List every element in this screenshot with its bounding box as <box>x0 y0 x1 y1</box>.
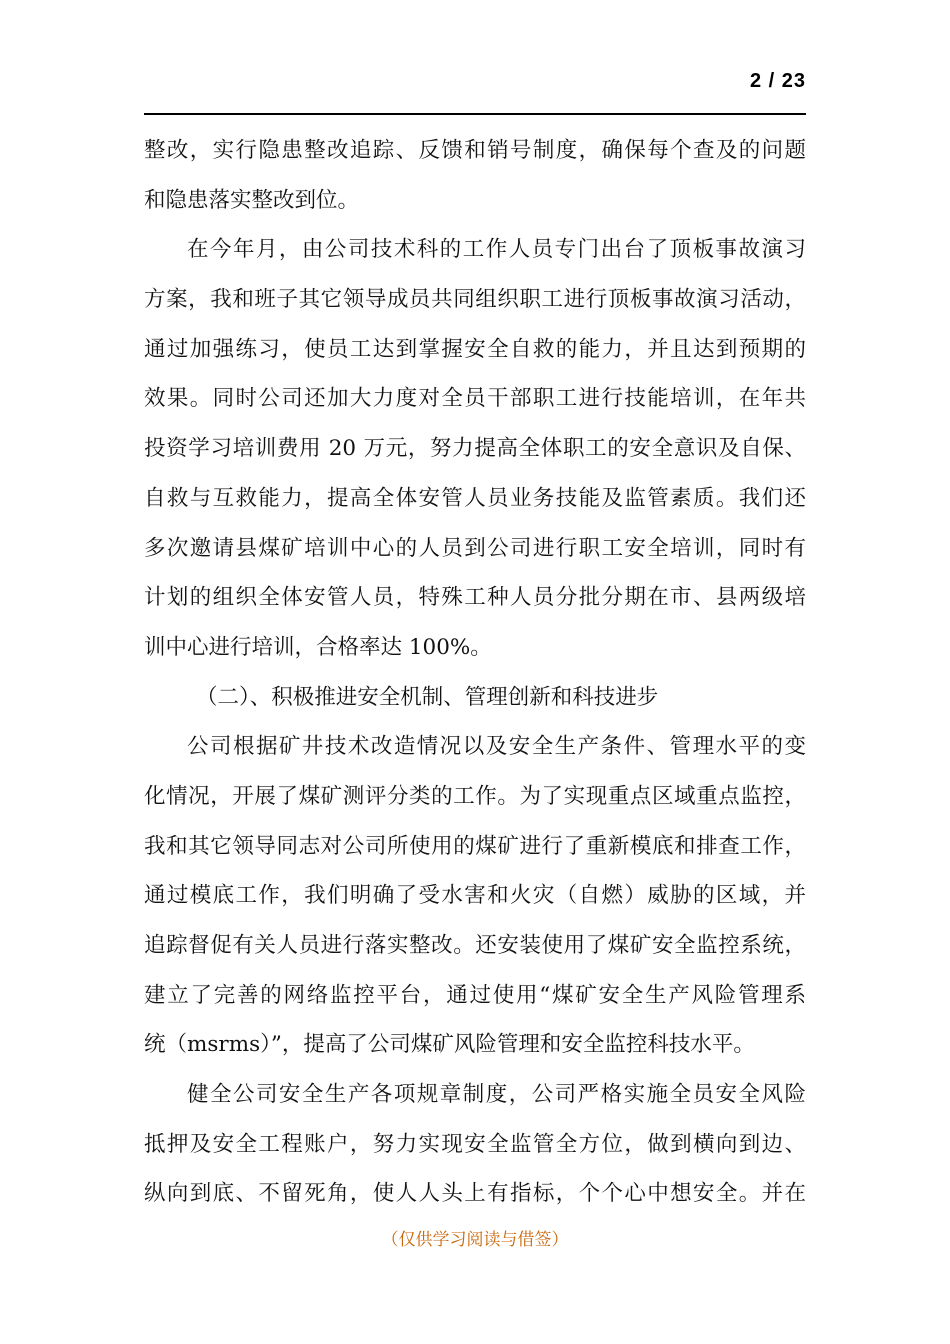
text-line: 方案，我和班子其它领导成员共同组织职工进行顶板事故演习活动， <box>144 287 806 313</box>
text-line: 效果。同时公司还加大力度对全员干部职工进行技能培训，在年共 <box>144 386 806 412</box>
text-line: 通过加强练习，使员工达到掌握安全自救的能力，并且达到预期的 <box>144 336 806 362</box>
text-line: 健全公司安全生产各项规章制度，公司严格实施全员安全风险 <box>187 1082 806 1108</box>
text-line: 公司根据矿井技术改造情况以及安全生产条件、管理水平的变 <box>187 734 806 760</box>
text-line: 建立了完善的网络监控平台，通过使用“煤矿安全生产风险管理系 <box>144 982 806 1008</box>
text-line: 计划的组织全体安管人员，特殊工种人员分批分期在市、县两级培 <box>144 585 806 611</box>
text-line: 抵押及安全工程账户，努力实现安全监管全方位，做到横向到边、 <box>144 1131 806 1157</box>
text-line: 追踪督促有关人员进行落实整改。还安装使用了煤矿安全监控系统， <box>144 933 806 958</box>
text-line: 整改，实行隐患整改追踪、反馈和销号制度，确保每个查及的问题 <box>144 138 806 163</box>
text-line: 投资学习培训费用 20 万元，努力提高全体职工的安全意识及自保、 <box>144 436 806 462</box>
page-number: 2 / 23 <box>749 70 806 92</box>
text-line: 多次邀请县煤矿培训中心的人员到公司进行职工安全培训，同时有 <box>144 535 806 561</box>
text-line: 通过模底工作，我们明确了受水害和火灾（自燃）威胁的区域，并 <box>144 883 806 909</box>
text-line: 化情况，开展了煤矿测评分类的工作。为了实现重点区域重点监控， <box>144 783 806 809</box>
footer-note: （仅供学习阅读与借签） <box>381 1230 569 1250</box>
text-line: 和隐患落实整改到位。 <box>144 187 360 213</box>
text-line: 我和其它领导同志对公司所使用的煤矿进行了重新模底和排查工作， <box>144 833 806 859</box>
text-line: 统（msrms）”，提高了公司煤矿风险管理和安全监控科技水平。 <box>144 1032 755 1058</box>
section-heading: （二）、积极推进安全机制、管理创新和科技进步 <box>196 684 659 710</box>
text-line: 纵向到底、不留死角，使人人头上有指标，个个心中想安全。并在 <box>144 1181 806 1207</box>
text-line: 在今年月，由公司技术科的工作人员专门出台了顶板事故演习 <box>187 237 806 263</box>
text-line: 训中心进行培训，合格率达 100%。 <box>144 634 492 660</box>
text-line: 自救与互救能力，提高全体安管人员业务技能及监管素质。我们还 <box>144 485 806 511</box>
header-divider <box>144 113 806 115</box>
document-body <box>144 131 806 1224</box>
